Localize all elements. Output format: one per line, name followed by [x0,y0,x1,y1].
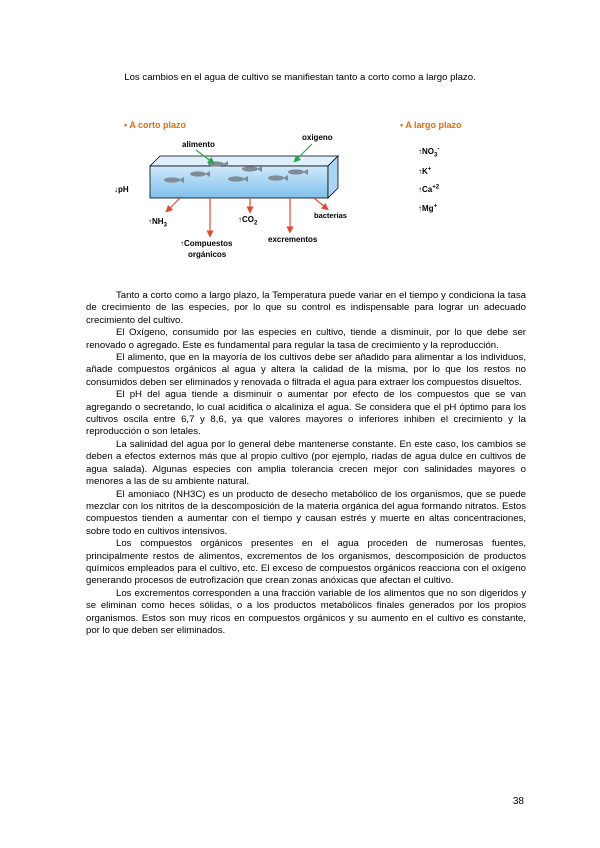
arrow-up-icon: ↑ [238,215,242,224]
label-compuestos-1: ↑Compuestos [180,239,233,248]
arrow-up-icon: ↑ [180,239,184,248]
paragraph-excrementos: Los excrementos corresponden a una fracción variable de los alimentos que no son digeridos y se eliminan como heces sólidas, o a los productos metabólicos finales generados por los propios organismos. Estos son muy ricos en compuestos orgánicos y su aumento en el cultivo es constante, por lo que deben ser eliminados. [86,587,526,636]
paragraph-temperatura: Tanto a corto como a largo plazo, la Temperatura puede variar en el tiempo y condiciona la tasa de crecimiento de las especies, por lo que su control es indispensable para lograr un adecuado crecimiento del cultivo. [86,290,526,326]
long-term-list [418,147,440,214]
label-co2: $↑CO_2$ [238,215,258,227]
paragraph-oxigeno: El Oxígeno, consumido por las especies en cultivo, tiende a disminuir, por lo que debe ser renovado o agregado. Este es fundamental para regular la tasa de crecimiento y la reproducción. [86,327,526,351]
nh3-arrow [168,198,180,210]
paragraph-salinidad: La salinidad del agua por lo general debe mantenerse constante. En este caso, los cambios se deben a efectos externos más que al propio cultivo (por ejemplo, riadas de agua dulce en cultivos de agua salada). Algunas especies con amplia tolerancia crecen mejor con salinidades mayores o menores a las de su ambiente natural. [86,438,526,488]
arrow-up-icon: ↑ [418,204,422,213]
bacterias-arrow [314,198,326,208]
item-no3: $↑NO_3^-$ [418,146,440,159]
long-term-title: • A largo plazo [400,120,462,130]
paragraph-ph: El pH del agua tiende a disminuir o aumentar por efecto de los compuestos que se van agregando o secretando, lo cual acidifica o alcaliniza el agua. Se considera que el pH óptimo para los cultivos oscila entre 6,7 y 8,6, ya que valores mayores o inferiores inhiben el crecimiento y la reproducción o son letales. [86,389,526,438]
page-number: 38 [512,796,524,807]
label-excrementos: excrementos [268,235,318,244]
label-bacterias: bacterias [314,211,347,220]
arrow-up-icon: ↑ [148,217,152,226]
item-k: ↑K+ [418,166,432,176]
arrow-up-icon: ↑ [418,185,422,194]
paragraph-amoniaco: El amoniaco (NH3C) es un producto de desecho metabólico de los organismos, que se puede mezclar con los nitritos de la descomposición de la materia orgánica del agua formando nitratos. Estos compuestos tienden a aumentar con el tiempo y causan estrés y muerte en altas concentraciones, sobre todo en cultivos intensivos. [86,488,526,537]
short-term-title: • A corto plazo [124,120,186,130]
paragraph-alimento: El alimento, que en la mayoría de los cultivos debe ser añadido para alimentar a los individuos, añade compuestos orgánicos al agua y altera la calidad de la misma, por lo que los restos no consumidos deben ser eliminados y renovada o filtrada el agua para extraer los compuestos disueltos. [86,352,526,388]
label-oxigeno: oxigeno [302,133,333,142]
paragraph-compuestos: Los compuestos orgánicos presentes en el agua proceden de numerosas fuentes, principalmente restos de alimentos, excrementos de los organismos, descomposición de productos químicos empleados para el cultivo, etc. El exceso de compuestos orgánicos reacciona con el oxígeno generando procesos de eutrofización que crean zonas anóxicas que afectan el cultivo. [86,538,526,587]
intro-sentence: Los cambios en el agua de cultivo se manifiestan tanto a corto como a largo plazo. [124,72,476,83]
item-mg: ↑Mg+ [418,203,438,213]
culture-tank [150,156,338,198]
label-alimento: alimento [182,140,215,149]
label-nh3: $↑NH_3$ [148,217,167,229]
arrow-down-icon: ↓ [114,185,118,194]
label-ph: ↓pH [114,185,129,194]
label-compuestos-2: orgánicos [188,250,227,259]
arrow-up-icon: ↑ [418,167,422,176]
arrow-up-icon: ↑ [418,147,422,156]
body-text [86,290,526,637]
item-ca: $↑Ca^{+2}$ [418,184,440,194]
water-changes-diagram [100,112,520,272]
